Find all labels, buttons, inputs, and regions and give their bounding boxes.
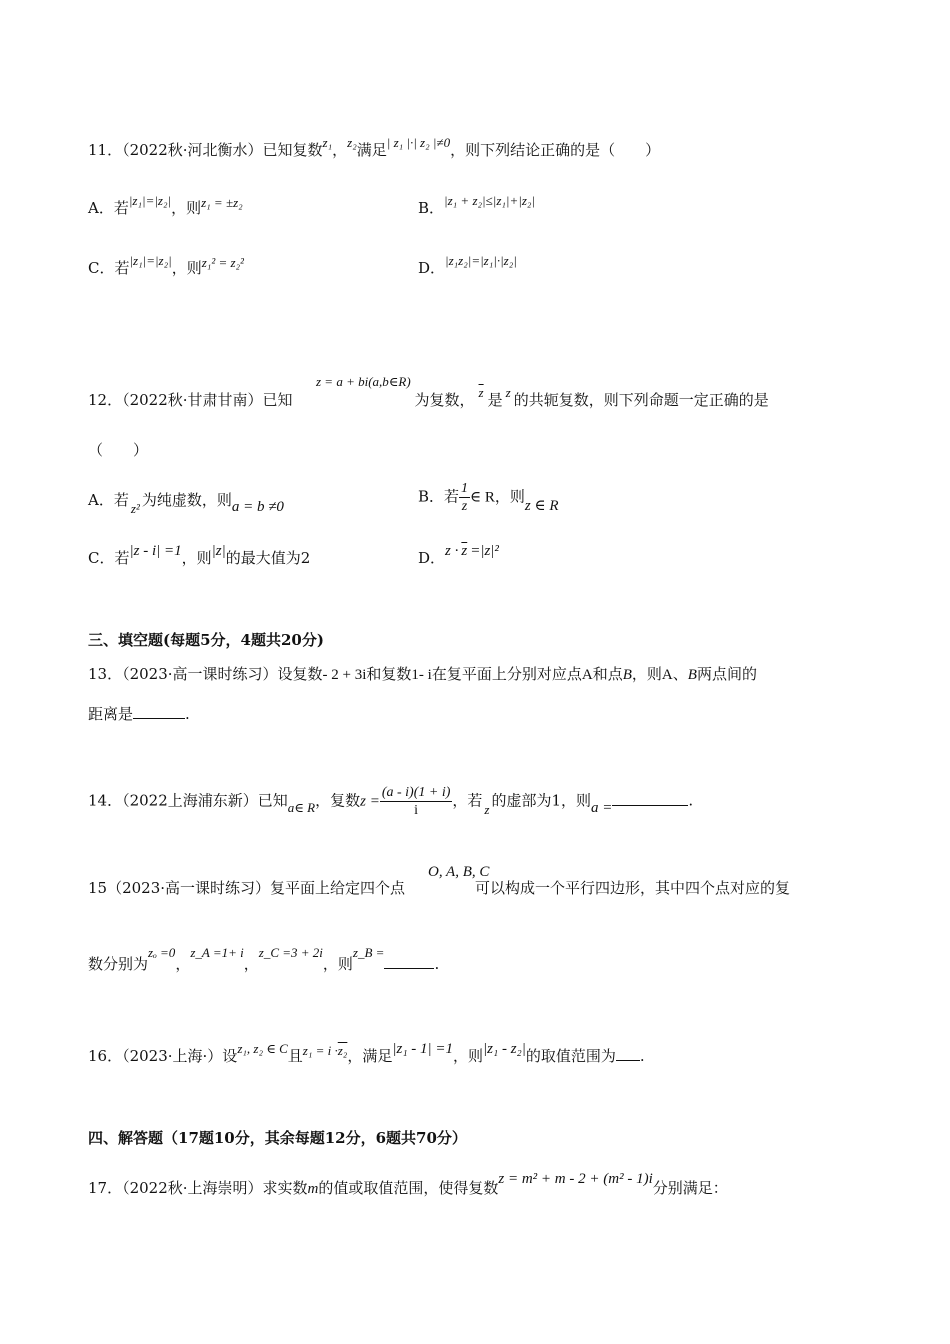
- q17-stem: 17．（2022秋·上海崇明）求实数m的值或取值范围，使得复数z = m² + m - 2 + (m² - 1)i分别满足：: [88, 1171, 728, 1197]
- q11-condition: | z₁ |·| z₂ |≠0: [386, 135, 451, 150]
- q12-formula: z = a + bi(a,b∈R): [316, 374, 411, 389]
- q13-line2: 距离是 .: [88, 705, 190, 723]
- q11-option-d: D．|z₁z₂|=|z₁|·|z₂|: [418, 253, 517, 277]
- q12-option-b: B．若 $\frac{1}{z}$ ∈ R，则z ∈ R: [418, 481, 559, 514]
- q16-answer-blank[interactable]: [616, 1046, 640, 1061]
- q11-option-a: A．若|z₁|=|z₂|，则z₁ = ±z₂: [88, 193, 243, 217]
- q12-option-a: A．若 z² 为纯虚数，则a = b ≠0: [88, 491, 284, 516]
- q11-option-c: C．若|z₁|=|z₂|，则z₁² = z₂²: [88, 253, 244, 277]
- q11-stem: 11．（2022秋·河北衡水）已知复数z₁，z₂满足| z₁ |·| z₂ |≠0，则下列结论正确的是（ ）: [88, 135, 661, 159]
- q11-z2: z₂: [347, 135, 357, 150]
- q14-answer-blank[interactable]: [612, 791, 688, 806]
- q13-answer-blank[interactable]: [133, 704, 185, 719]
- section4-heading: 四、解答题（17题10分，其余每题12分，6题共70分）: [88, 1129, 467, 1147]
- q11-option-b: B．|z₁ + z₂|≤|z₁|+|z₂|: [418, 193, 535, 217]
- section3-heading: 三、填空题(每题5分，4题共20分): [88, 631, 324, 649]
- q15-line1: 15（2023·高一课时练习）复平面上给定四个点 可以构成一个平行四边形，其中四个点对应的复: [88, 879, 791, 897]
- q15-answer-blank[interactable]: [384, 954, 434, 969]
- q11-z1: z₁: [322, 135, 333, 150]
- q12-option-d: D．$z \cdot \overline{z} =|z|^2$: [418, 543, 499, 567]
- q12-stem: 12．（2022秋·甘肃甘南）已知 为复数， $\overline{z}$ 是 z 的共轭复数，则下列命题一定正确的是: [88, 385, 769, 409]
- q16-stem: 16．（2023·上海·）设z₁, z₂ ∈ C且z₁ = i ·z₂，满足|z₁ - 1| =1，则|z₁ - z₂|的取值范围为 .: [88, 1041, 645, 1065]
- q14-stem: 14．（2022上海浦东新）已知a∈ R，复数z = $\frac{(a - i)(1 + i)}{i}$ ，若 z 的虚部为1，则a = .: [88, 785, 694, 818]
- q13-line1: 13．（2023·高一课时练习）设复数- 2 + 3i和复数1- i在复平面上分别对应点A和点B，则A、B两点间的: [88, 665, 757, 683]
- q12-option-c: C．若|z - i| =1，则|z|的最大值为2: [88, 543, 311, 567]
- q12-answer-paren: （ ）: [88, 441, 149, 459]
- q17-formula: z = m² + m - 2 + (m² - 1)i: [498, 1171, 653, 1187]
- q15-line2: 数分别为zₒ =0，z_A =1+ i，z_C =3 + 2i，则z_B =.: [88, 945, 440, 973]
- q12-zbar: $\overline{z}$: [478, 385, 484, 400]
- q15-points: O, A, B, C: [428, 864, 490, 880]
